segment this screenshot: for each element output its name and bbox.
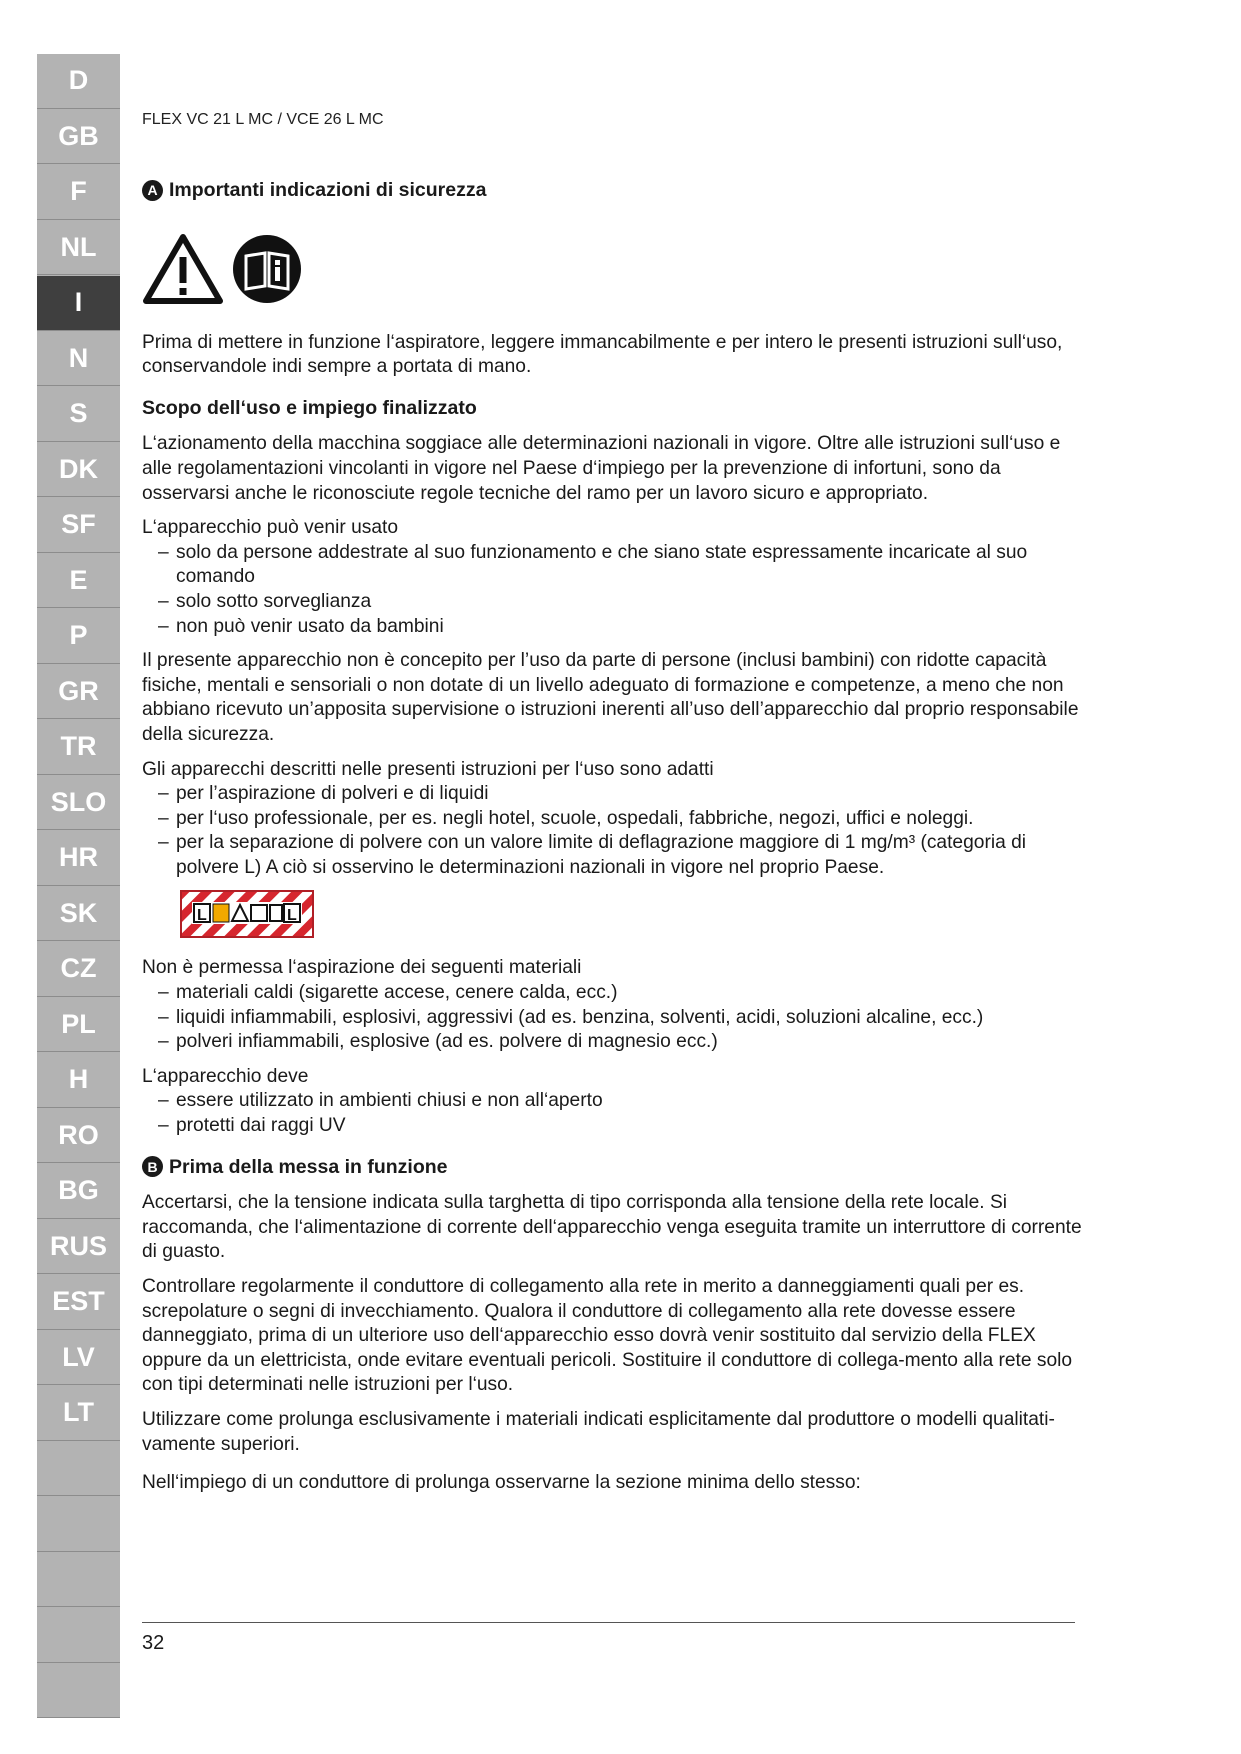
list-item: – polveri infiammabili, esplosive (ad es. polvere di magnesio ecc.) (158, 1030, 1082, 1055)
language-tab-empty (37, 1664, 120, 1719)
list-item: – protetti dai raggi UV (158, 1114, 1082, 1139)
usage-list (142, 541, 1082, 639)
language-tab-slo[interactable]: SLO (37, 776, 120, 831)
page-number: 32 (142, 1632, 165, 1654)
language-tab-lt[interactable]: LT (37, 1386, 120, 1441)
section-a-title-text: Importanti indicazioni di sicurezza (169, 179, 487, 201)
list-item: – materiali caldi (sigarette accese, cenere calda, ecc.) (158, 981, 1082, 1006)
read-manual-icon (232, 234, 302, 304)
dust-class-label (180, 890, 1082, 938)
list-item: – per la separazione di polvere con un valore limite di deflagrazione maggiore di 1 mg/m³ (categoria di polvere L) A ciò si osservino le determinazioni nazionali in vigore nel proprio Paese. (158, 831, 1082, 880)
language-tab-sk[interactable]: SK (37, 887, 120, 942)
dust-class-l-icon (180, 890, 314, 938)
list-item: – per l’aspirazione di polveri e di liquidi (158, 782, 1082, 807)
dust-class-letter-left: L (197, 907, 207, 925)
extension-paragraph: Utilizzare come prolunga esclusivamente i materiali indicati esplicitamente dal produttore o modelli qualitati-vamente superiori. (142, 1408, 1055, 1455)
language-tab-cz[interactable]: CZ (37, 942, 120, 997)
voltage-paragraph: Accertarsi, che la tensione indicata sulla targhetta di tipo corrisponda alla tensione della rete locale. Si raccomanda, che l‘alimentazione di corrente dell‘apparecchio venga eseguita tramite un interruttore di corrente di guasto. (142, 1192, 1082, 1263)
language-tab-empty (37, 1608, 120, 1663)
language-tab-bg[interactable]: BG (37, 1164, 120, 1219)
language-tab-nl[interactable]: NL (37, 221, 120, 276)
language-tab-lv[interactable]: LV (37, 1331, 120, 1386)
language-tab-pl[interactable]: PL (37, 998, 120, 1053)
list-item: – liquidi infiammabili, esplosivi, aggressivi (ad es. benzina, solventi, acidi, soluzioni alcaline, ecc.) (158, 1006, 1082, 1031)
language-tab-e[interactable]: E (37, 554, 120, 609)
language-tab-d[interactable]: D (37, 54, 120, 109)
section-b-badge: B (142, 1156, 163, 1177)
language-tab-gb[interactable]: GB (37, 110, 120, 165)
section-b-title (142, 1155, 1082, 1180)
main-content (142, 178, 1082, 1496)
section-a-title (142, 178, 1082, 203)
purpose-subtitle: Scopo dell‘uso e impiego finalizzato (142, 396, 477, 419)
list-item: – solo sotto sorveglianza (158, 590, 1082, 615)
language-tab-tr[interactable]: TR (37, 720, 120, 775)
suited-list (142, 782, 1082, 880)
safety-icons (142, 233, 1082, 305)
language-tab-f[interactable]: F (37, 165, 120, 220)
language-tab-empty (37, 1553, 120, 1608)
language-tab-s[interactable]: S (37, 387, 120, 442)
cable-section-paragraph: Nell‘impiego di un conduttore di prolunga osservarne la sezione minima dello stesso: (142, 1472, 861, 1494)
list-item: – per l‘uso professionale, per es. negli hotel, scuole, ospedali, fabbriche, negozi, uffici e noleggi. (158, 807, 1082, 832)
section-b-title-text: Prima della messa in funzione (169, 1155, 448, 1178)
must-list (142, 1089, 1082, 1138)
language-tab-sf[interactable]: SF (37, 498, 120, 553)
language-tab-rus[interactable]: RUS (37, 1220, 120, 1275)
language-tab-empty (37, 1442, 120, 1497)
language-tab-hr[interactable]: HR (37, 831, 120, 886)
capability-paragraph: Il presente apparecchio non è concepito per l’uso da parte di persone (inclusi bambini) con ridotte capacità fisiche, mentali e sensoriali o non dotate di un livello adeguato di formazione e competenze, a meno che non abbiano ricevuto un’apposita supervisione o istruzioni inerenti all’uso dell’apparecchio dal proprio responsabile della sicurezza. (142, 650, 1079, 745)
usage-intro: L‘apparecchio può venir usato (142, 517, 399, 539)
cable-check-paragraph: Controllare regolarmente il conduttore di collegamento alla rete in merito a danneggiamenti quali per es. screpolature o segni di invecchiamento. Qualora il conduttore di collegamento alla rete dovesse essere danneggiato, prima di un ulteriore uso dell‘apparecchio esso dovrà venir sostituito dal servizio della FLEX oppure da un elettricista, onde evitare eventuali pericoli. Sostituire il conduttore di collega-mento alla rete solo con tipi determinati nelle istruzioni per l‘uso. (142, 1276, 1073, 1396)
dust-class-letter-right: L (287, 907, 297, 925)
safety-intro: Prima di mettere in funzione l‘aspiratore, leggere immancabilmente e per intero le presenti istruzioni sull‘uso, conservandole indi sempre a portata di mano. (142, 331, 1063, 378)
suited-intro: Gli apparecchi descritti nelle presenti istruzioni per l‘uso sono adatti (142, 758, 714, 780)
footer-divider (142, 1622, 1075, 1623)
language-tab-dk[interactable]: DK (37, 443, 120, 498)
section-a-badge: A (142, 180, 163, 201)
language-tab-gr[interactable]: GR (37, 665, 120, 720)
warning-triangle-icon (142, 233, 224, 305)
language-tab-i[interactable]: I (37, 276, 120, 331)
must-intro: L‘apparecchio deve (142, 1065, 309, 1087)
list-item: – non può venir usato da bambini (158, 615, 1082, 640)
language-tab-p[interactable]: P (37, 609, 120, 664)
list-item: – solo da persone addestrate al suo funzionamento e che siano state espressamente incaricate al suo comando (158, 541, 1082, 590)
model-header: FLEX VC 21 L MC / VCE 26 L MC (142, 111, 384, 128)
language-tab-ro[interactable]: RO (37, 1109, 120, 1164)
language-tab-h[interactable]: H (37, 1053, 120, 1108)
language-tab-est[interactable]: EST (37, 1275, 120, 1330)
forbidden-intro: Non è permessa l‘aspirazione dei seguenti materiali (142, 957, 582, 979)
list-item: – essere utilizzato in ambienti chiusi e non all‘aperto (158, 1089, 1082, 1114)
language-tab-n[interactable]: N (37, 332, 120, 387)
regulations-paragraph: L‘azionamento della macchina soggiace alle determinazioni nazionali in vigore. Oltre alle istruzioni sull‘uso e alle regolamentazioni vincolanti in vigore nel Paese d‘impiego per la prevenzione di infortuni, sono da osservarsi anche le riconosciute regole tecniche del ramo per un lavoro sicuro e appropriato. (142, 433, 1061, 504)
forbidden-list (142, 981, 1082, 1055)
language-tab-empty (37, 1497, 120, 1552)
language-sidebar (37, 54, 120, 1710)
